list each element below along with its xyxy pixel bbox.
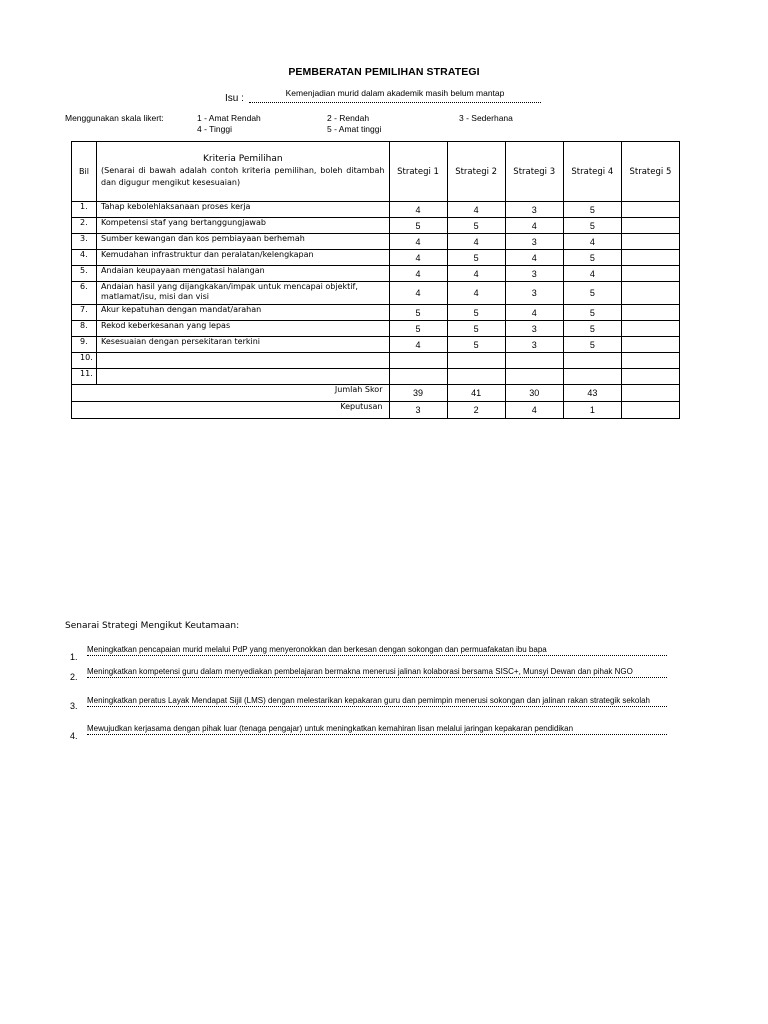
- table-row: [72, 202, 680, 218]
- score-strategy-1: 5: [389, 305, 447, 321]
- score-strategy-3: 4: [505, 218, 563, 234]
- keputusan-strategy-2: 2: [447, 402, 505, 419]
- criterion-cell: [97, 369, 389, 385]
- table-row: [72, 250, 680, 266]
- priority-text: Mewujudkan kerjasama dengan pihak luar (tenaga pengajar) untuk meningkatkan kemahiran lisan melalui jaringan kepakaran pendidikan: [87, 724, 574, 733]
- score-strategy-3: 3: [505, 282, 563, 305]
- row-number: 8.: [72, 321, 97, 337]
- score-strategy-3: 4: [505, 305, 563, 321]
- score-strategy-4: 4: [563, 266, 621, 282]
- score-strategy-2: [447, 369, 505, 385]
- jumlah-skor-strategy-4: 43: [563, 385, 621, 402]
- priority-dotted-line: [87, 706, 667, 707]
- score-strategy-4: 5: [563, 282, 621, 305]
- score-strategy-4: [563, 353, 621, 369]
- scale-item: 1 - Amat Rendah: [197, 113, 261, 123]
- header-strategy-4: Strategi 4: [563, 142, 621, 202]
- table-row: [72, 353, 680, 369]
- priority-number: 2.: [70, 672, 78, 682]
- row-number: 4.: [72, 250, 97, 266]
- criteria-description: (Senarai di bawah adalah contoh kriteria pemilihan, boleh ditambah dan digugur mengikut kesesuaian): [101, 166, 385, 187]
- priority-text: Meningkatkan kompetensi guru dalam menyediakan pembelajaran bermakna menerusi jalinan kolaborasi bersama SISC+, Munsyi Dewan dan pihak NGO: [87, 667, 633, 676]
- score-strategy-4: 5: [563, 202, 621, 218]
- score-strategy-1: 4: [389, 250, 447, 266]
- jumlah-skor-strategy-1: 39: [389, 385, 447, 402]
- score-strategy-4: 5: [563, 337, 621, 353]
- criterion-cell: Kompetensi staf yang bertanggungjawab: [97, 218, 389, 234]
- isu-value: Kemenjadian murid dalam akademik masih belum mantap: [285, 88, 505, 98]
- header-strategy-3: Strategi 3: [505, 142, 563, 202]
- scale-item: 5 - Amat tinggi: [327, 124, 382, 134]
- score-strategy-2: 4: [447, 202, 505, 218]
- table-row: [72, 369, 680, 385]
- criteria-table: [71, 141, 680, 419]
- score-strategy-4: [563, 369, 621, 385]
- priority-dotted-line: [87, 677, 667, 678]
- priority-number: 3.: [70, 701, 78, 711]
- jumlah-skor-row: [72, 385, 680, 402]
- score-strategy-5: [621, 282, 679, 305]
- jumlah-skor-strategy-3: 30: [505, 385, 563, 402]
- isu-label: Isu :: [225, 93, 244, 104]
- scale-item: 3 - Sederhana: [459, 113, 513, 123]
- header-bil: Bil: [72, 142, 97, 202]
- criterion-cell: Kemudahan infrastruktur dan peralatan/kelengkapan: [97, 250, 389, 266]
- score-strategy-3: 3: [505, 321, 563, 337]
- priority-heading: Senarai Strategi Mengikut Keutamaan:: [65, 621, 240, 631]
- score-strategy-2: 5: [447, 218, 505, 234]
- table-row: [72, 218, 680, 234]
- score-strategy-1: [389, 353, 447, 369]
- table-row: [72, 321, 680, 337]
- score-strategy-2: 4: [447, 266, 505, 282]
- header-criteria: [97, 142, 389, 202]
- row-number: 6.: [72, 282, 97, 305]
- score-strategy-1: 4: [389, 266, 447, 282]
- row-number: 2.: [72, 218, 97, 234]
- table-row: [72, 282, 680, 305]
- row-number: 11.: [72, 369, 97, 385]
- score-strategy-2: 5: [447, 305, 505, 321]
- criterion-cell: Rekod keberkesanan yang lepas: [97, 321, 389, 337]
- keputusan-strategy-4: 1: [563, 402, 621, 419]
- score-strategy-5: [621, 202, 679, 218]
- row-number: 3.: [72, 234, 97, 250]
- criterion-cell: Andaian keupayaan mengatasi halangan: [97, 266, 389, 282]
- row-number: 7.: [72, 305, 97, 321]
- score-strategy-1: [389, 369, 447, 385]
- keputusan-label: Keputusan: [72, 402, 390, 419]
- scale-item: 4 - Tinggi: [197, 124, 232, 134]
- score-strategy-5: [621, 353, 679, 369]
- score-strategy-1: 5: [389, 218, 447, 234]
- jumlah-skor-strategy-5: [621, 385, 679, 402]
- criterion-cell: Tahap kebolehlaksanaan proses kerja: [97, 202, 389, 218]
- jumlah-skor-label: Jumlah Skor: [72, 385, 390, 402]
- score-strategy-3: [505, 353, 563, 369]
- score-strategy-3: 3: [505, 202, 563, 218]
- score-strategy-3: 4: [505, 250, 563, 266]
- score-strategy-1: 4: [389, 282, 447, 305]
- score-strategy-3: 3: [505, 234, 563, 250]
- form-title: PEMBERATAN PEMILIHAN STRATEGI: [288, 66, 480, 78]
- score-strategy-4: 5: [563, 321, 621, 337]
- score-strategy-5: [621, 305, 679, 321]
- jumlah-skor-strategy-2: 41: [447, 385, 505, 402]
- criterion-cell: [97, 353, 389, 369]
- table-row: [72, 305, 680, 321]
- isu-dotted-line: [249, 102, 541, 103]
- scale-item: 2 - Rendah: [327, 113, 370, 123]
- table-header-row: [72, 142, 680, 202]
- keputusan-strategy-3: 4: [505, 402, 563, 419]
- table-row: [72, 234, 680, 250]
- score-strategy-1: 5: [389, 321, 447, 337]
- keputusan-row: [72, 402, 680, 419]
- score-strategy-5: [621, 337, 679, 353]
- priority-text: Meningkatkan pencapaian murid melalui PdP yang menyeronokkan dan berkesan dengan sokongan dan permuafakatan ibu bapa: [87, 645, 547, 654]
- row-number: 9.: [72, 337, 97, 353]
- criterion-cell: Sumber kewangan dan kos pembiayaan berhemah: [97, 234, 389, 250]
- priority-number: 4.: [70, 731, 78, 741]
- score-strategy-3: 3: [505, 337, 563, 353]
- score-strategy-5: [621, 369, 679, 385]
- score-strategy-5: [621, 234, 679, 250]
- score-strategy-5: [621, 218, 679, 234]
- score-strategy-5: [621, 321, 679, 337]
- keputusan-strategy-5: [621, 402, 679, 419]
- keputusan-strategy-1: 3: [389, 402, 447, 419]
- priority-dotted-line: [87, 734, 667, 735]
- scale-label: Menggunakan skala likert:: [65, 113, 164, 123]
- score-strategy-2: [447, 353, 505, 369]
- header-strategy-2: Strategi 2: [447, 142, 505, 202]
- score-strategy-4: 5: [563, 305, 621, 321]
- priority-number: 1.: [70, 652, 78, 662]
- criterion-cell: Kesesuaian dengan persekitaran terkini: [97, 337, 389, 353]
- score-strategy-4: 5: [563, 250, 621, 266]
- row-number: 1.: [72, 202, 97, 218]
- criteria-title: Kriteria Pemilihan: [202, 154, 283, 164]
- score-strategy-5: [621, 250, 679, 266]
- row-number: 10.: [72, 353, 97, 369]
- priority-text: Meningkatkan peratus Layak Mendapat Sijil (LMS) dengan melestarikan kepakaran guru dan pemimpin menerusi sokongan dan jalinan rakan strategik sekolah: [87, 696, 650, 705]
- score-strategy-1: 4: [389, 202, 447, 218]
- score-strategy-2: 5: [447, 337, 505, 353]
- priority-dotted-line: [87, 655, 667, 656]
- table-row: [72, 266, 680, 282]
- criterion-cell: Akur kepatuhan dengan mandat/arahan: [97, 305, 389, 321]
- score-strategy-4: 4: [563, 234, 621, 250]
- criterion-cell: Andaian hasil yang dijangkakan/impak untuk mencapai objektif, matlamat/isu, misi dan visi: [97, 282, 389, 305]
- header-strategy-5: Strategi 5: [621, 142, 679, 202]
- score-strategy-3: 3: [505, 266, 563, 282]
- score-strategy-1: 4: [389, 234, 447, 250]
- row-number: 5.: [72, 266, 97, 282]
- score-strategy-2: 5: [447, 321, 505, 337]
- header-strategy-1: Strategi 1: [389, 142, 447, 202]
- score-strategy-1: 4: [389, 337, 447, 353]
- score-strategy-5: [621, 266, 679, 282]
- score-strategy-2: 4: [447, 282, 505, 305]
- score-strategy-2: 5: [447, 250, 505, 266]
- score-strategy-3: [505, 369, 563, 385]
- score-strategy-4: 5: [563, 218, 621, 234]
- score-strategy-2: 4: [447, 234, 505, 250]
- table-row: [72, 337, 680, 353]
